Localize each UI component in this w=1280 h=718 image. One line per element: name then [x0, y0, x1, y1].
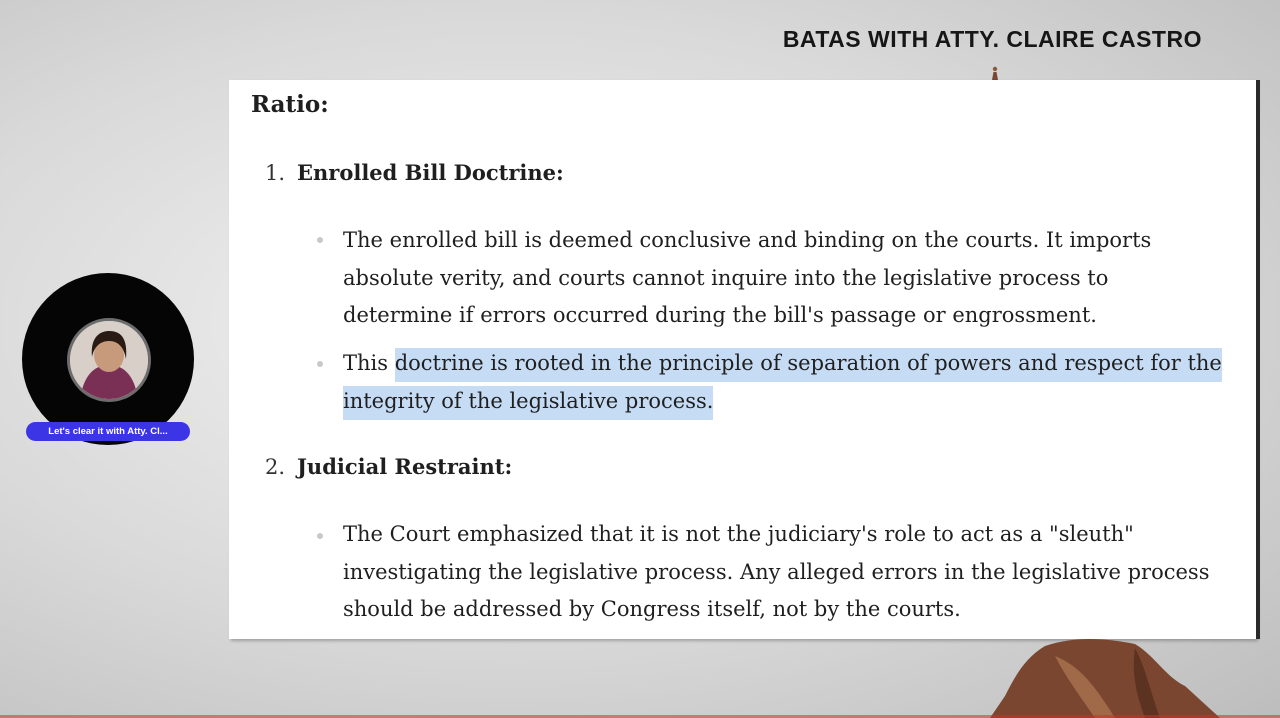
item-title: Judicial Restraint:: [297, 454, 513, 479]
lady-justice-statue-icon: [985, 636, 1225, 718]
item-number: 1.: [265, 161, 286, 185]
bullet-dot-icon: [317, 361, 323, 367]
highlighted-text-selection[interactable]: doctrine is rooted in the principle of separation of powers and respect for the integrity of the legislative process.: [343, 348, 1222, 420]
slide-edge: [1256, 80, 1260, 639]
slide-document: [229, 80, 1256, 639]
webcam-label: Let's clear it with Atty. Cl...: [26, 422, 190, 441]
item-number: 2.: [265, 455, 286, 479]
item-enrolled-bill-doctrine: [265, 160, 564, 185]
presenter-webcam: [22, 273, 194, 445]
paragraph-doctrine-rooted: [343, 345, 1223, 420]
bullet-dot-icon: [317, 237, 323, 243]
bullet-dot-icon: [317, 533, 323, 539]
paragraph-judicial-restraint: The Court emphasized that it is not the judiciary's role to act as a "sleuth" investigating the legislative process. Any alleged errors in the legislative process should be addressed by Congress itself, not by the courts.: [343, 522, 1210, 621]
item-title: Enrolled Bill Doctrine:: [297, 160, 564, 185]
paragraph-text: This: [343, 351, 395, 375]
ratio-heading: Ratio:: [251, 91, 329, 118]
item-judicial-restraint: [265, 454, 512, 479]
paragraph-enrolled-bill: The enrolled bill is deemed conclusive and binding on the courts. It imports absolute verity, and courts cannot inquire into the legislative process to determine if errors occurred during the bill's passage or engrossment.: [343, 228, 1152, 327]
presenter-avatar-icon: [67, 318, 151, 402]
channel-title: BATAS WITH ATTY. CLAIRE CASTRO: [782, 26, 1202, 52]
statue-figure-icon: [989, 66, 1001, 80]
